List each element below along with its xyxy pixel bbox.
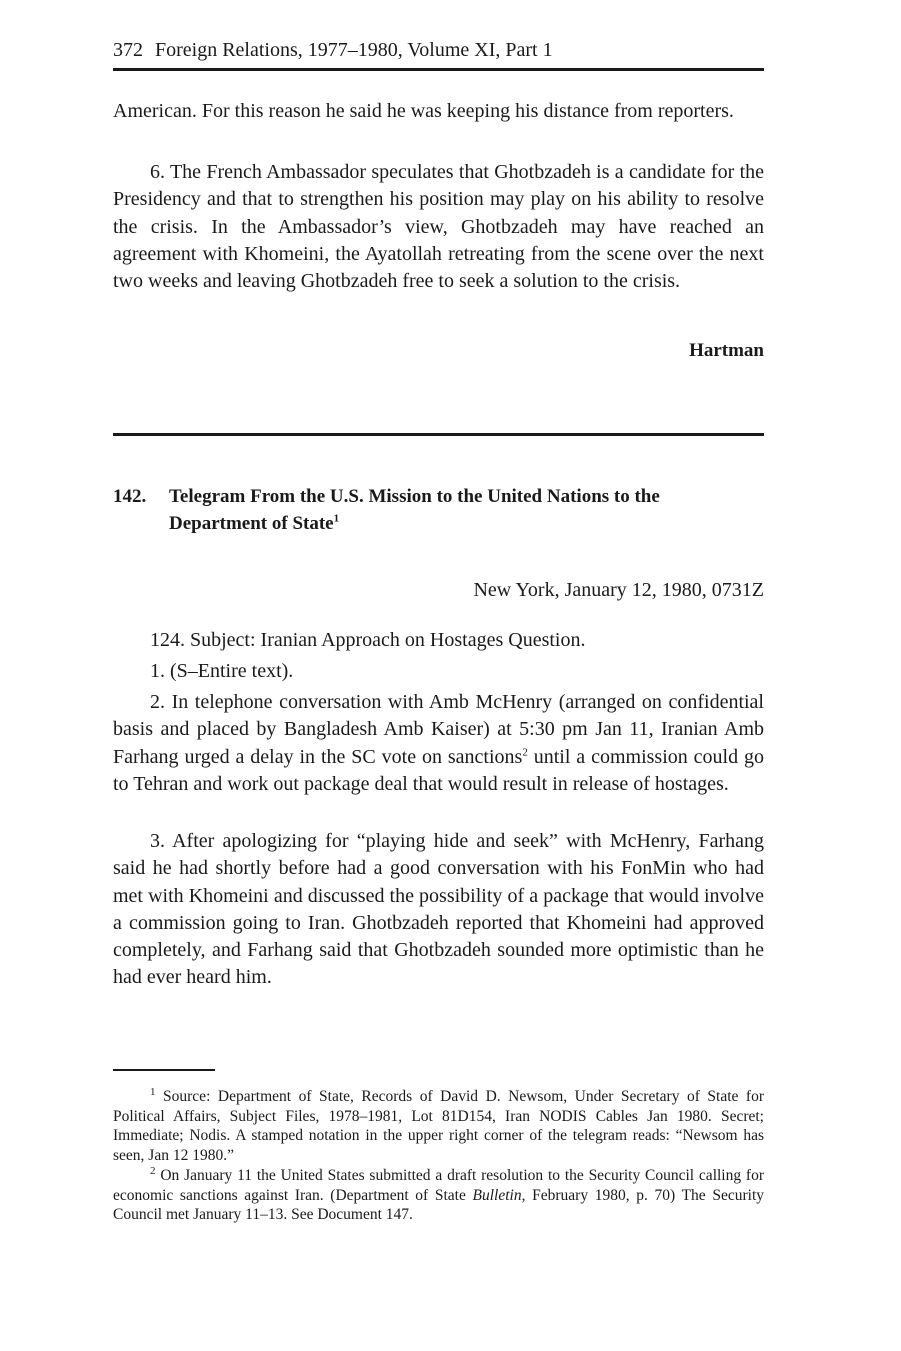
document-title: Telegram From the U.S. Mission to the United Nations to the Department of State — [169, 486, 660, 534]
document-heading — [113, 483, 764, 537]
footnote-1-text: Source: Department of State, Records of David D. Newsom, Under Secretary of State for Political Affairs, Subject Files, 1978–1981, Lot 81D154, Iran NODIS Cables Jan 1980. Secret; Immediate; Nodis. A stamped notation in the upper right corner of the telegram reads: “Newsom has seen, Jan 12 1980.” — [113, 1088, 764, 1164]
page-number: 372 — [113, 39, 143, 61]
footnote-rule — [113, 1069, 215, 1071]
footnote-2 — [113, 1166, 764, 1225]
volume-title: Foreign Relations, 1977–1980, Volume XI, Part 1 — [155, 39, 553, 61]
footnote-2-italic: Bulletin — [472, 1186, 522, 1204]
paragraph-2 — [113, 689, 764, 798]
paragraph-6: 6. The French Ambassador speculates that Ghotbzadeh is a candidate for the Presidency and that to strengthen his position may play on his ability to resolve the crisis. In the Ambassador’s view, Ghotbzadeh may have reached an agreement with Khomeini, the Ayatollah retreating from the scene over the next two weeks and leaving Ghotbzadeh free to seek a solution to the crisis. — [113, 161, 764, 293]
signature: Hartman — [689, 340, 764, 361]
footnote-1 — [113, 1087, 764, 1165]
footnote-ref-2[interactable]: 2 — [522, 745, 528, 758]
section-rule — [113, 433, 764, 436]
header-rule — [113, 68, 764, 71]
continued-paragraph: American. For this reason he said he was keeping his distance from reporters. — [113, 100, 734, 122]
footnote-2-text-b: , February 1980, p. 70) The Security Council met January 11–13. See Document 147. — [113, 1186, 764, 1223]
footnote-2-mark: 2 — [150, 1164, 156, 1177]
paragraph-1: 1. (S–Entire text). — [150, 660, 294, 682]
paragraph-2-text-b: until a commission could go to Tehran and work out package deal that would result in release of hostages. — [113, 745, 764, 795]
dateline: New York, January 12, 1980, 0731Z — [473, 579, 764, 601]
running-head — [113, 36, 553, 64]
document-number: 142. — [113, 486, 147, 507]
footnote-2-text-a: On January 11 the United States submitted a draft resolution to the Security Council calling for economic sanctions against Iran. (Department of State — [113, 1167, 764, 1204]
footnote-1-mark: 1 — [150, 1085, 156, 1098]
paragraph-3: 3. After apologizing for “playing hide and seek” with McHenry, Farhang said he had shortly before had a good conversation with his FonMin who had met with Khomeini and discussed the possibility of a package that would involve a commission going to Iran. Ghotbzadeh reported that Khomeini had approved completely, and Farhang said that Ghotbzadeh sounded more optimistic than he had ever heard him. — [113, 830, 764, 989]
subject-line: 124. Subject: Iranian Approach on Hostages Question. — [150, 629, 586, 651]
paragraph-2-text-a: 2. In telephone conversation with Amb McHenry (arranged on confidential basis and placed by Bangladesh Amb Kaiser) at 5:30 pm Jan 11, Iranian Amb Farhang urged a delay in the SC vote on sanctions — [113, 691, 764, 768]
footnote-ref-1[interactable]: 1 — [333, 512, 340, 525]
